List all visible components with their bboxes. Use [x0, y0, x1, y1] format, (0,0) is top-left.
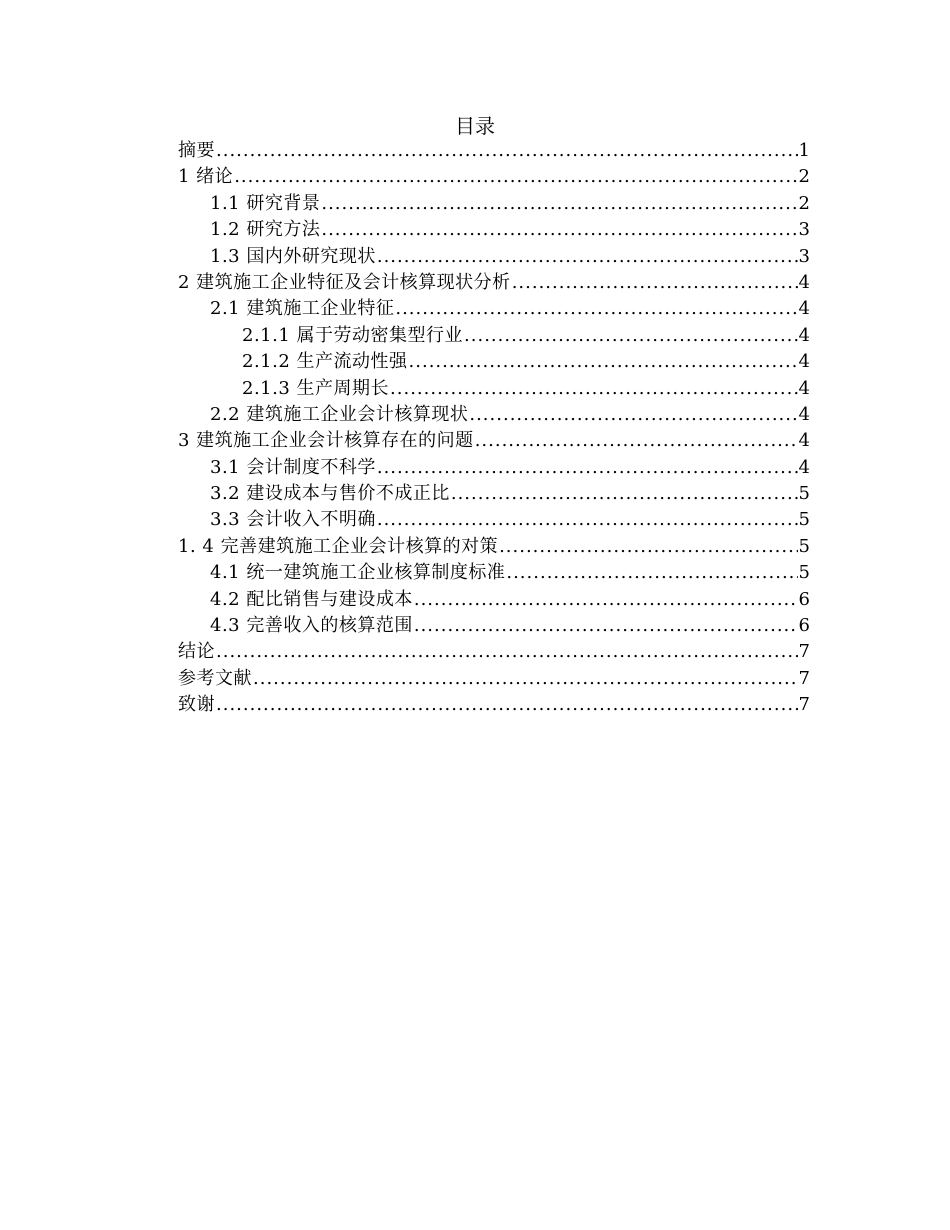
toc-entry-page: 7: [798, 667, 810, 689]
toc-entry[interactable]: [178, 376, 810, 402]
toc-entry-page: 4: [798, 403, 810, 425]
toc-leader-dots: [464, 323, 798, 349]
toc-entry-page: 5: [798, 509, 810, 531]
toc-entry-label: 3.2 建设成本与售价不成正比: [210, 483, 450, 505]
toc-entry[interactable]: [178, 587, 810, 613]
toc-leader-dots: [216, 138, 798, 164]
toc-leader-dots: [253, 666, 798, 692]
toc-entry-page: 5: [798, 483, 810, 505]
toc-entry-label: 结论: [178, 641, 215, 663]
toc-leader-dots: [512, 270, 798, 296]
toc-entry[interactable]: [178, 534, 810, 560]
toc-title: 目录: [455, 114, 495, 138]
toc-entry-page: 4: [798, 377, 810, 399]
toc-entry-page: 3: [798, 219, 810, 241]
toc-entry-page: 2: [798, 166, 810, 188]
toc-entry-label: 2.1 建筑施工企业特征: [210, 298, 395, 320]
toc-entry-label: 2 建筑施工企业特征及会计核算现状分析: [178, 271, 511, 293]
toc-entry-label: 3.1 会计制度不科学: [210, 456, 376, 478]
toc-entry-page: 4: [798, 430, 810, 452]
toc-leader-dots: [469, 402, 797, 428]
toc-entry-label: 1. 4 完善建筑施工企业会计核算的对策: [178, 535, 499, 557]
toc-entry-label: 2.1.1 属于劳动密集型行业: [242, 324, 464, 346]
toc-leader-dots: [377, 507, 798, 533]
toc-entry-label: 4.2 配比销售与建设成本: [210, 588, 413, 610]
toc-entry-label: 1.2 研究方法: [210, 219, 321, 241]
toc-leader-dots: [395, 296, 797, 322]
toc-entry-page: 4: [798, 298, 810, 320]
toc-entry[interactable]: [178, 164, 810, 190]
toc-leader-dots: [216, 692, 798, 718]
toc-leader-dots: [377, 455, 798, 481]
toc-entry[interactable]: [178, 560, 810, 586]
toc-entry-page: 5: [798, 535, 810, 557]
toc-entry-page: 5: [798, 562, 810, 584]
toc-entry-page: 6: [798, 588, 810, 610]
toc-entry-page: 1: [798, 140, 810, 161]
toc-leader-dots: [414, 587, 798, 613]
toc-entry[interactable]: [178, 455, 810, 481]
toc-leader-dots: [499, 534, 797, 560]
toc-entry[interactable]: [178, 639, 810, 665]
toc-entry-page: 7: [798, 694, 810, 716]
toc-entry[interactable]: [178, 613, 810, 639]
toc-entry-page: 4: [798, 324, 810, 346]
toc-entry[interactable]: [178, 217, 810, 243]
toc-entry-label: 2.1.3 生产周期长: [242, 377, 390, 399]
toc-entry[interactable]: [178, 191, 810, 217]
toc-entry[interactable]: [178, 402, 810, 428]
toc-entry-page: 4: [798, 351, 810, 373]
toc-entry-label: 1.3 国内外研究现状: [210, 245, 376, 267]
toc-leader-dots: [475, 428, 798, 454]
toc-entry-page: 2: [798, 192, 810, 214]
toc-leader-dots: [377, 244, 798, 270]
toc-leader-dots: [506, 560, 797, 586]
toc-entry-label: 4.1 统一建筑施工企业核算制度标准: [210, 562, 506, 584]
toc-entry-page: 4: [798, 271, 810, 293]
toc-entry[interactable]: [178, 692, 810, 718]
toc-leader-dots: [321, 191, 797, 217]
toc-entry-label: 2.1.2 生产流动性强: [242, 351, 408, 373]
toc-entry[interactable]: [178, 349, 810, 375]
toc-entry-label: 3.3 会计收入不明确: [210, 509, 376, 531]
toc-leader-dots: [409, 349, 798, 375]
toc-entry[interactable]: [178, 244, 810, 270]
toc-entry-page: 3: [798, 245, 810, 267]
toc-leader-dots: [234, 164, 797, 190]
toc-entry[interactable]: [178, 296, 810, 322]
toc-entry-label: 参考文献: [178, 667, 252, 689]
toc-list: [178, 138, 810, 719]
toc-leader-dots: [414, 613, 798, 639]
toc-leader-dots: [321, 217, 797, 243]
toc-entry[interactable]: [178, 270, 810, 296]
toc-entry[interactable]: [178, 507, 810, 533]
toc-leader-dots: [390, 376, 798, 402]
toc-entry-label: 1.1 研究背景: [210, 192, 321, 214]
toc-entry-page: 4: [798, 456, 810, 478]
toc-entry-label: 4.3 完善收入的核算范围: [210, 615, 413, 637]
toc-entry[interactable]: [178, 666, 810, 692]
toc-leader-dots: [216, 639, 798, 665]
toc-entry-label: 致谢: [178, 694, 215, 716]
toc-entry[interactable]: [178, 138, 810, 164]
toc-entry-label: 1 绪论: [178, 166, 234, 188]
toc-entry-label: 2.2 建筑施工企业会计核算现状: [210, 403, 469, 425]
toc-entry[interactable]: [178, 323, 810, 349]
toc-entry-page: 6: [798, 615, 810, 637]
toc-entry[interactable]: [178, 481, 810, 507]
toc-entry-label: 3 建筑施工企业会计核算存在的问题: [178, 430, 474, 452]
toc-entry-label: 摘要: [178, 140, 215, 161]
toc-leader-dots: [451, 481, 798, 507]
toc-entry[interactable]: [178, 428, 810, 454]
toc-entry-page: 7: [798, 641, 810, 663]
